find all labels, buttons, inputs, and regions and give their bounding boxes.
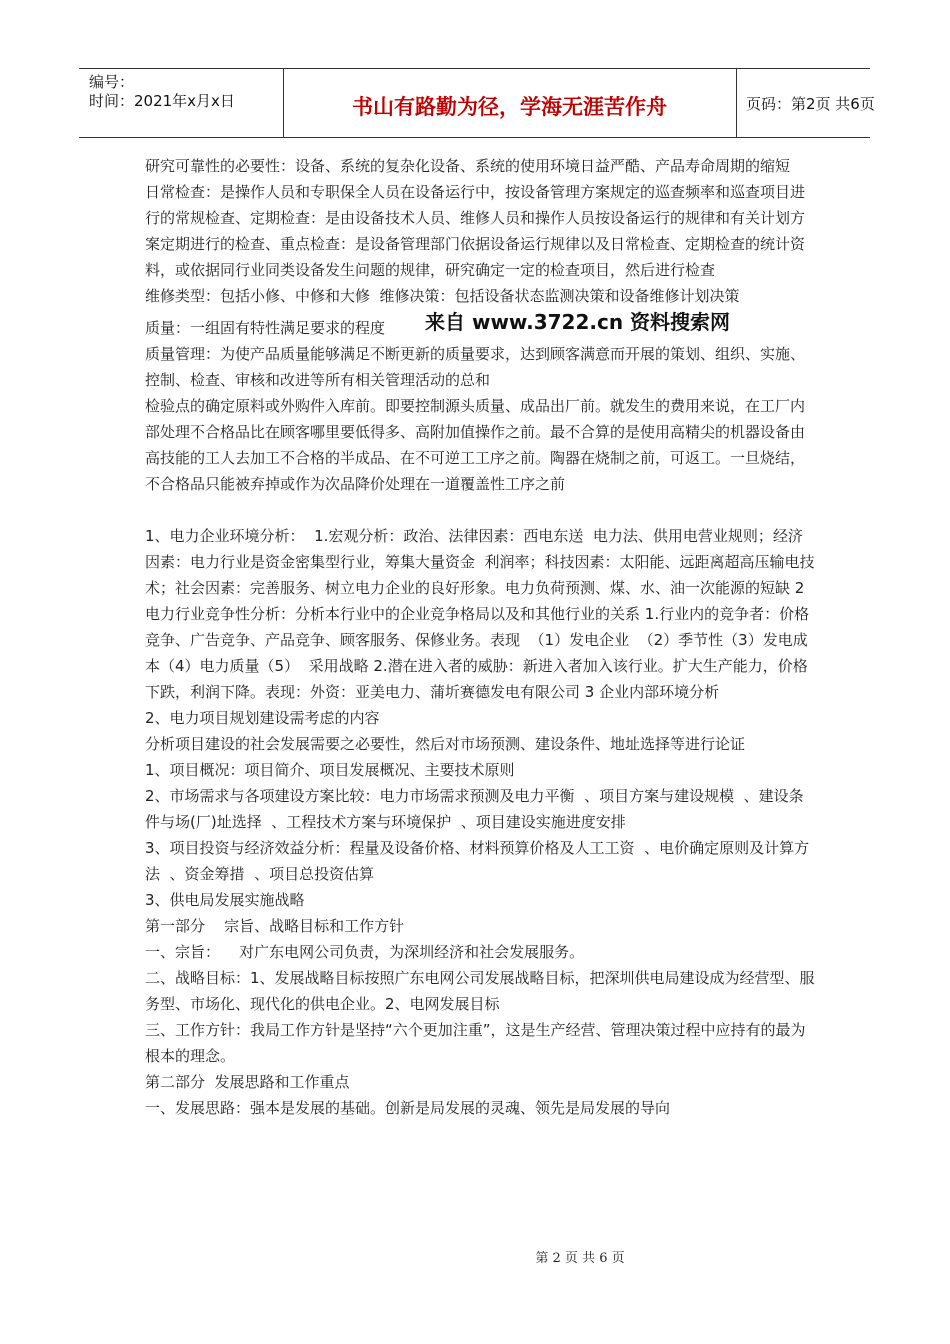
paragraph-inspection: 日常检查：是操作人员和专职保全人员在设备运行中，按设备管理方案规定的巡查频率和巡查项目进行的常规检查、定期检查：是由设备技术人员、维修人员和操作人员按设备运行的规律和有关计划方案定期进行的检查、重点检查：是设备管理部门依据设备运行规律以及日常检查、定期检查的统计资料，或依据同行业同类设备发生问题的规律，研究确定一定的检查项目，然后进行检查 xyxy=(145,183,806,279)
paragraph-policy: 三、工作方针：我局工作方针是坚持“六个更加注重”，这是生产经营、管理决策过程中应持有的最为根本的理念。 xyxy=(145,1021,806,1065)
header-page-code: 页码：第2页 共6页 xyxy=(746,95,875,113)
paragraph-environment-analysis: 1、电力企业环境分析： 1.宏观分析：政治、法律因素：西电东送 电力法、供用电营业规则；经济因素：电力行业是资金密集型行业，筹集大量资金 利润率；科技因素：太阳能、远距离超高压输电技术；社会因素：完善服务、树立电力企业的良好形象。电力负荷预测、煤、水、油一次能源的短缺 2 电力行业竞争性分析：分析本行业中的企业竞争格局以及和其他行业的关系 1.行业内的竞争者：价格竞争、广告竞争、产品竞争、顾客服务、保修业务。表现 （1）发电企业 （2）季节性（3）发电成本（4）电力质量（5） 采用战略 2.潜在进入者的威胁：新进入者加入该行业。扩大生产能力，价格下跌，利润下降。表现：外资：亚美电力、蒲圻赛德发电有限公司 3 企业内部环境分析 xyxy=(145,527,815,701)
page-footer: 第 2 页 共 6 页 xyxy=(535,1251,625,1266)
document-body xyxy=(145,153,815,1121)
paragraph-goals: 二、战略目标：1、发展战略目标按照广东电网公司发展战略目标，把深圳供电局建设成为经营型、服务型、市场化、现代化的供电企业。2、电网发展目标 xyxy=(145,969,815,1013)
page-header xyxy=(79,68,875,138)
paragraph-maintenance: 维修类型：包括小修、中修和大修 维修决策：包括设备状态监测决策和设备维修计划决策 xyxy=(145,287,740,305)
quality-definition: 质量：一组固有特性满足要求的程度 xyxy=(145,319,386,337)
paragraph-market-demand: 2、市场需求与各项建设方案比较：电力市场需求预测及电力平衡 、项目方案与建设规模 、建设条件与场(厂)址选择 、工程技术方案与环境保护 、项目建设实施进度安排 xyxy=(145,787,804,831)
header-motto: 书山有路勤为径，学海无涯苦作舟 xyxy=(352,95,667,119)
paragraph-reliability: 研究可靠性的必要性：设备、系统的复杂化设备、系统的使用环境日益严酷、产品寿命周期的缩短 xyxy=(145,157,791,175)
paragraph-quality-row xyxy=(145,310,815,341)
blank-line xyxy=(145,497,815,523)
paragraph-necessity: 分析项目建设的社会发展需要之必要性，然后对市场预测、建设条件、地址选择等进行论证 xyxy=(145,735,746,753)
paragraph-development: 一、发展思路：强本是发展的基础。创新是局发展的灵魂、领先是局发展的导向 xyxy=(145,1099,671,1117)
watermark-text: 来自 www.3722.cn 资料搜索网 xyxy=(425,310,731,334)
paragraph-quality-management: 质量管理：为使产品质量能够满足不断更新的质量要求，达到顾客满意而开展的策划、组织、实施、控制、检查、审核和改进等所有相关管理活动的总和 xyxy=(145,345,806,389)
header-motto-cell xyxy=(283,69,737,137)
section-heading-part1: 第一部分 宗旨、战略目标和工作方针 xyxy=(145,917,405,935)
paragraph-overview: 1、项目概况：项目简介、项目发展概况、主要技术原则 xyxy=(145,761,515,779)
number-label: 编号： xyxy=(89,73,135,91)
paragraph-checkpoints: 检验点的确定原料或外购件入库前。即要控制源头质量、成品出厂前。就发生的费用来说，在工厂内部处理不合格品比在顾客哪里要低得多、高附加值操作之前。最不合算的是使用高精尖的机器设备由高技能的工人去加工不合格的半成品、在不可逆工工序之前。陶器在烧制之前，可返工。一旦烧结，不合格品只能被弃掉或作为次品降价处理在一道覆盖性工序之前 xyxy=(145,397,806,493)
section-heading-part2: 第二部分 发展思路和工作重点 xyxy=(145,1073,350,1091)
paragraph-strategy: 3、供电局发展实施战略 xyxy=(145,891,305,909)
paragraph-purpose: 一、宗旨： 对广东电网公司负责，为深圳经济和社会发展服务。 xyxy=(145,943,585,961)
paragraph-project-planning: 2、电力项目规划建设需考虑的内容 xyxy=(145,709,380,727)
time-label: 时间：2021年x月x日 xyxy=(89,92,235,110)
header-meta-cell xyxy=(79,69,284,137)
paragraph-investment: 3、项目投资与经济效益分析：程量及设备价格、材料预算价格及人工工资 、电价确定原则及计算方法 、资金筹措 、项目总投资估算 xyxy=(145,839,810,883)
header-page-cell xyxy=(736,69,875,137)
